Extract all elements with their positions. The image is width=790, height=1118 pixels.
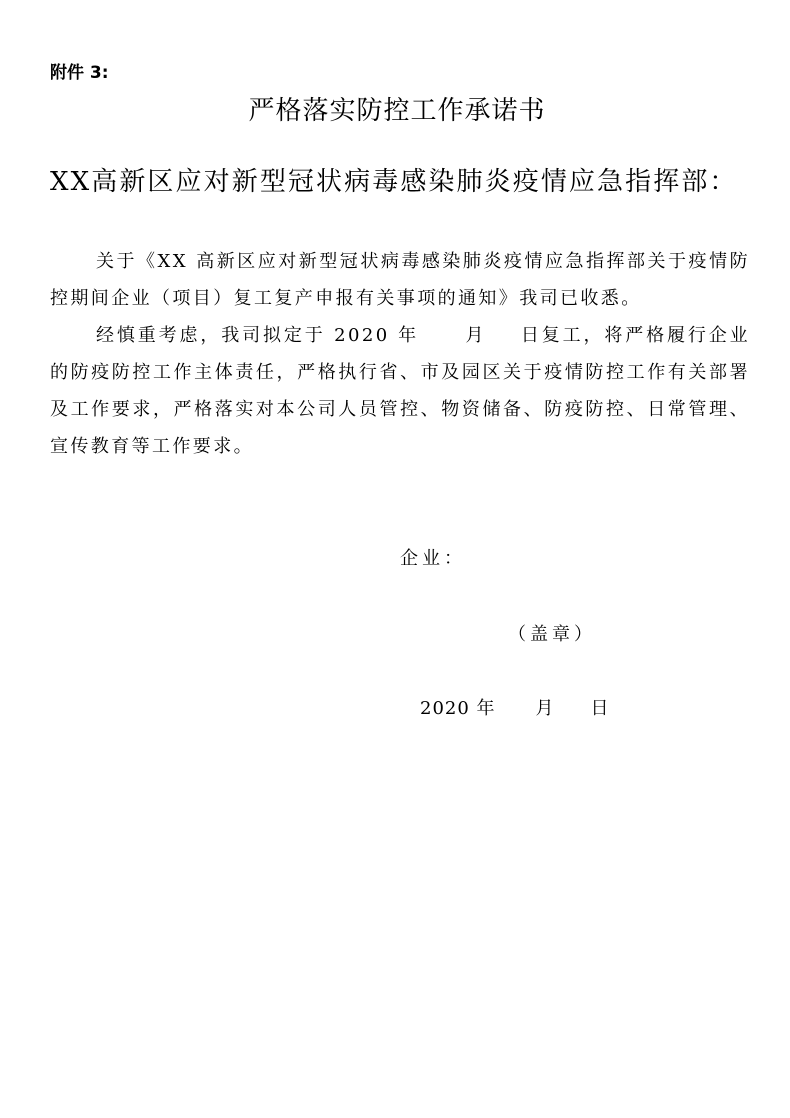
paragraph-commitment <box>50 317 750 465</box>
seal-label: （盖章） <box>508 624 596 645</box>
document-body <box>50 243 750 465</box>
signature-date <box>420 694 610 720</box>
commitment-lead: 经慎重考虑，我司拟定于 2020 年 <box>96 325 420 346</box>
attachment-label: 附件 3: <box>50 63 109 83</box>
document-title: 严格落实防控工作承诺书 <box>248 96 546 126</box>
commitment-month: 月 <box>465 325 487 346</box>
addressee: XX高新区应对新型冠状病毒感染肺炎疫情应急指挥部： <box>50 167 738 197</box>
date-year: 2020 年 <box>420 698 496 719</box>
paragraph-notice-received: 关于《XX 高新区应对新型冠状病毒感染肺炎疫情应急指挥部关于疫情防控期间企业（项目）复工复产申报有关事项的通知》我司已收悉。 <box>50 251 750 309</box>
date-month: 月 <box>535 698 555 719</box>
company-label: 企业： <box>400 548 466 569</box>
date-day: 日 <box>590 698 610 719</box>
commitment-rest: 日复工，将严格履行企业的防疫防控工作主体责任，严格执行省、市及园区关于疫情防控工作有关部署及工作要求，严格落实对本公司人员管控、物资储备、防疫防控、日常管理、宣传教育等工作要求。 <box>50 325 750 457</box>
